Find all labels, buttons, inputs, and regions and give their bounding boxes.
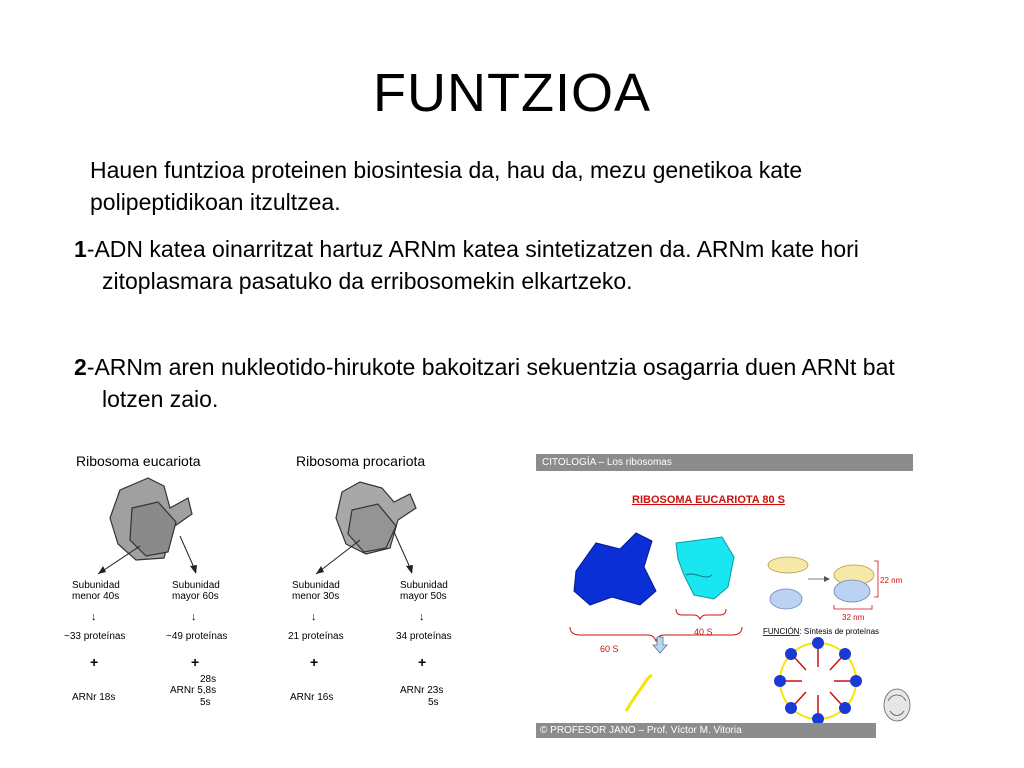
funcion-text: : Síntesis de proteínas (799, 627, 880, 636)
euk-arrowhead-small (98, 566, 106, 574)
assembly-small-subunit (770, 589, 802, 609)
point-2 (74, 351, 962, 415)
bracket-22nm (874, 561, 878, 597)
euk-large-rna-1: 28s (200, 674, 217, 685)
point-1 (74, 233, 962, 297)
point-1-text: -ADN katea oinarritzat hartuz ARNm katea sintetizatzen da. ARNm kate hori zitoplasmara pasatuko da erribosomekin elkartzeko. (86, 236, 859, 294)
prok-arrowhead-small (316, 566, 324, 574)
point-1-number: 1 (74, 236, 87, 262)
prok-arrow-down-small: ↓ (311, 611, 317, 623)
euk-large-subunit-1: Subunidad (172, 580, 220, 591)
prok-large-subunit-2: mayor 50s (400, 591, 447, 602)
prok-small-subunit-1: Subunidad (292, 580, 340, 591)
assembly-arrowhead (824, 576, 830, 582)
prok-large-proteins: 34 proteínas (396, 631, 452, 642)
prok-arrow-down-large: ↓ (419, 611, 425, 623)
prok-plus-small: + (310, 654, 319, 670)
prok-plus-large: + (418, 654, 427, 670)
ribosome-80s-illustration (536, 471, 913, 723)
ribosome-80s-heading: RIBOSOMA EUCARIOTA 80 S (632, 494, 785, 506)
label-22nm: 22 nm (880, 576, 903, 585)
label-40s: 40 S (694, 627, 713, 637)
assembly-large-subunit (768, 557, 808, 573)
panel-footer: © PROFESOR JANO – Prof. Víctor M. Vitoria (536, 723, 876, 738)
prok-title: Ribosoma procariota (296, 453, 426, 469)
euk-large-proteins: ~49 proteínas (166, 631, 228, 642)
point-2-number: 2 (74, 354, 87, 380)
polysome-chains (786, 649, 850, 713)
euk-plus-small: + (90, 654, 99, 670)
funcion-line (763, 627, 879, 636)
assembled-bottom (834, 580, 870, 602)
prok-large-rna-2: 5s (428, 697, 439, 708)
prok-large-rna-1: ARNr 23s (400, 685, 444, 696)
author-logo (884, 689, 910, 721)
subunit-40s-shape (676, 537, 734, 599)
euk-arrow-down-small: ↓ (91, 611, 97, 623)
euk-small-subunit-1: Subunidad (72, 580, 120, 591)
slide-title: FUNTZIOA (373, 63, 651, 123)
label-60s: 60 S (600, 644, 619, 654)
bracket-40s (676, 609, 726, 619)
subunit-60s-shape (574, 533, 656, 605)
euk-title: Ribosoma eucariota (76, 453, 201, 469)
euk-large-rna-2: ARNr 5,8s (170, 685, 217, 696)
prok-arrow-small (316, 540, 360, 574)
prok-arrowhead-large (406, 565, 413, 574)
panel-header: CITOLOGÍA – Los ribosomas (536, 454, 913, 471)
label-32nm: 32 nm (842, 613, 865, 622)
euk-small-proteins: ~33 proteínas (64, 631, 126, 642)
funcion-label: FUNCIÓN (763, 627, 800, 636)
point-2-text: -ARNm aren nukleotido-hirukote bakoitzari sekuentzia osagarria duen ARNt bat lotzen zaio. (86, 354, 895, 412)
bracket-32nm (834, 605, 872, 609)
ribosome-comparison-figure (60, 448, 460, 718)
prok-large-subunit-1: Subunidad (400, 580, 448, 591)
bracket-60s (570, 627, 742, 641)
euk-plus-large: + (191, 654, 200, 670)
euk-arrowhead-large (190, 565, 197, 574)
intro-text: Hauen funtzioa proteinen biosintesia da, hau da, mezu genetikoa kate polipeptidikoan itzultzea. (90, 157, 803, 215)
euk-ribosome-shape (110, 478, 192, 560)
prok-small-subunit-2: menor 30s (292, 591, 340, 602)
euk-large-rna-3: 5s (200, 697, 211, 708)
cytology-panel (536, 454, 913, 738)
prok-ribosome-shape (336, 482, 416, 554)
prok-small-rna: ARNr 16s (290, 692, 334, 703)
euk-small-subunit-2: menor 40s (72, 591, 120, 602)
prok-small-proteins: 21 proteínas (288, 631, 344, 642)
euk-arrow-down-large: ↓ (191, 611, 197, 623)
mrna-strand (626, 675, 652, 711)
euk-small-rna: ARNr 18s (72, 692, 116, 703)
euk-large-subunit-2: mayor 60s (172, 591, 219, 602)
